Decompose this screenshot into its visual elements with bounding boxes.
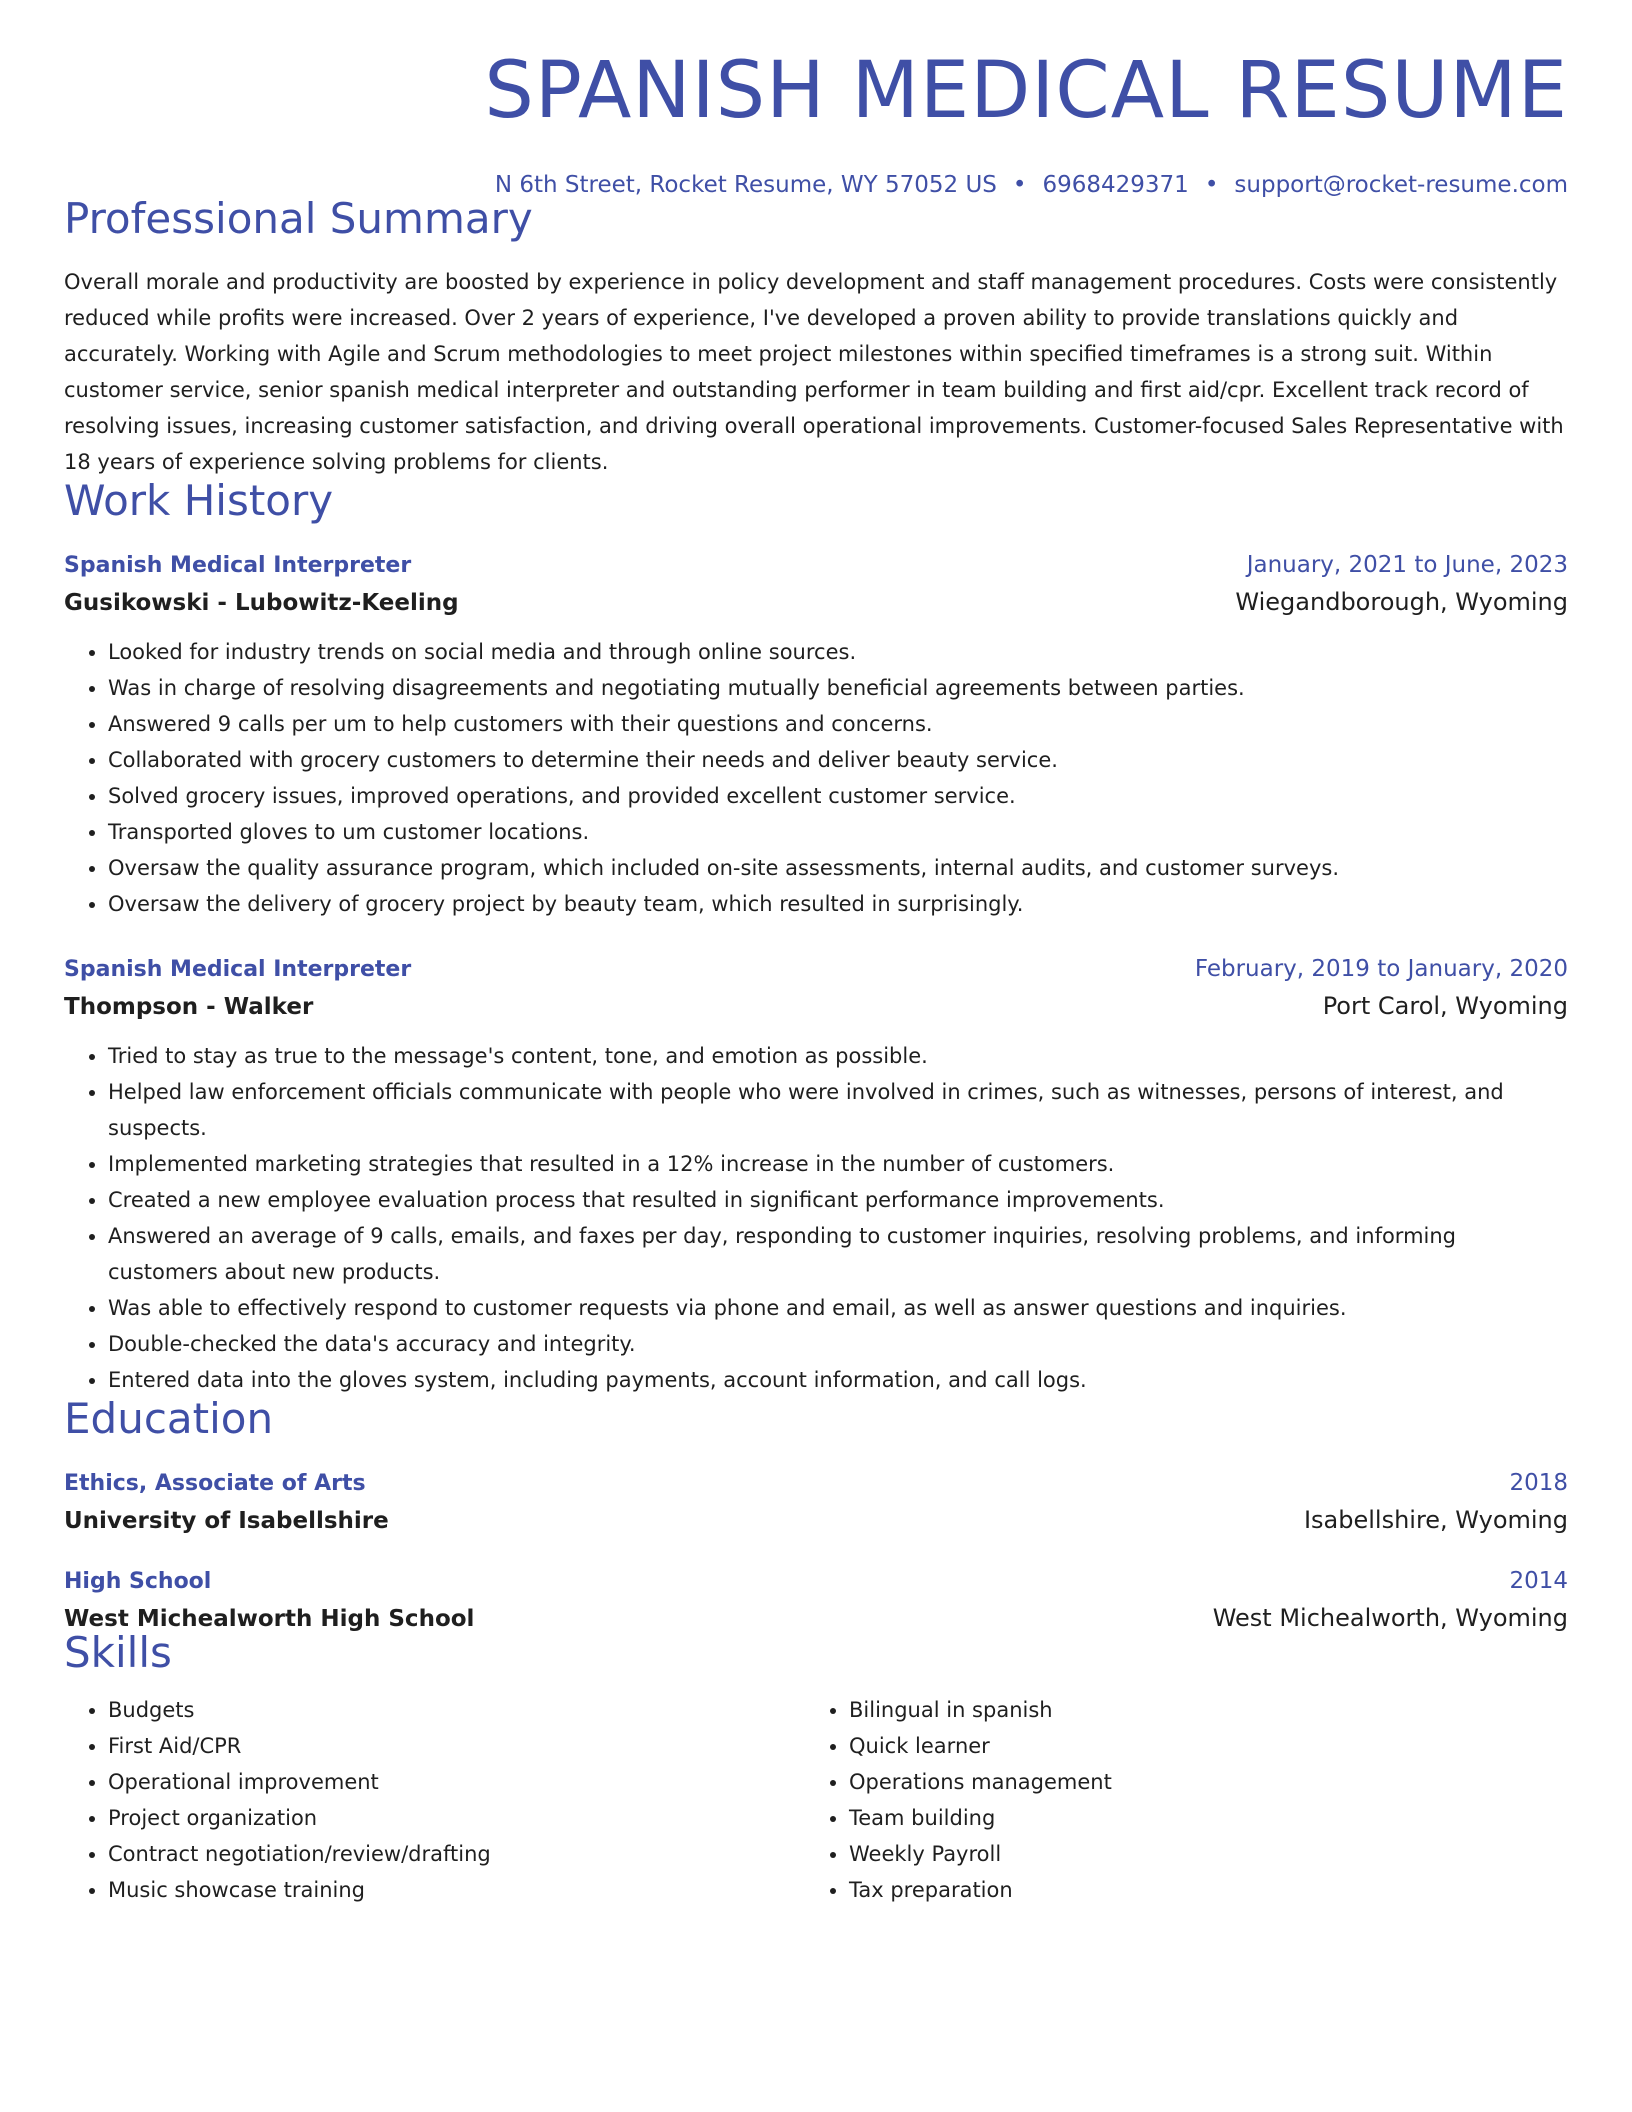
job-bullet: • Oversaw the delivery of grocery project by beauty team, which resulted in surprisingly. [108,886,1568,922]
summary-heading: Professional Summary [64,194,533,243]
job-dates: February, 2019 to January, 2020 [1194,956,1568,982]
job-location: Port Carol, Wyoming [1322,992,1568,1020]
job-bullet: • Collaborated with grocery customers to determine their needs and deliver beauty service. [108,742,1568,778]
summary-text: Overall morale and productivity are boosted by experience in policy development and staff management procedures. Costs were consistently reduced while profits were increased. Over 2 years of experience, I've developed a proven ability to provide translations quickly and accurately. Working with Agile and Scrum methodologies to meet project milestones within specified timeframes is a strong suit. Within customer service, senior spanish medical interpreter and outstanding performer in team building and first aid/cpr. Excellent track record of resolving issues, increasing customer satisfaction, and driving overall operational improvements. Customer-focused Sales Representative with 18 years of experience solving problems for clients. [64,270,1564,474]
education-degree: High School [64,1569,212,1594]
job-bullet: • Tried to stay as true to the message's content, tone, and emotion as possible. [108,1038,1568,1074]
education-year: 2018 [1509,1470,1568,1496]
job-bullet: • Entered data into the gloves system, including payments, account information, and call logs. [108,1362,1568,1398]
contact-email: support@rocket-resume.com [1234,172,1568,198]
skill-item: • Music showcase training [108,1872,805,1908]
education-school: West Michealworth High School [64,1606,475,1632]
job-bullets [64,634,1568,922]
job-bullet: • Created a new employee evaluation process that resulted in significant performance improvements. [108,1182,1568,1218]
education-location: Isabellshire, Wyoming [1303,1506,1568,1534]
work-history-heading: Work History [64,476,334,525]
job-title: Spanish Medical Interpreter [64,553,412,578]
job-bullet: • Implemented marketing strategies that resulted in a 12% increase in the number of customers. [108,1146,1568,1182]
job-bullet: • Helped law enforcement officials communicate with people who were involved in crimes, such as witnesses, persons of interest, and suspects. [108,1074,1568,1146]
job-bullet: • Transported gloves to um customer locations. [108,814,1568,850]
job-location: Wiegandborough, Wyoming [1235,588,1568,616]
job-entry [64,552,1568,922]
job-entry [64,956,1568,1398]
job-dates: January, 2021 to June, 2023 [1246,552,1568,578]
job-bullet: • Oversaw the quality assurance program, which included on-site assessments, internal audits, and customer surveys. [108,850,1568,886]
skill-item: • Budgets [108,1692,805,1728]
skill-item: • Project organization [108,1800,805,1836]
resume-name: SPANISH MEDICAL RESUME [484,46,1568,136]
skills-column-right [805,1692,1546,1908]
education-school: University of Isabellshire [64,1508,389,1534]
skill-item: • Team building [849,1800,1546,1836]
skill-item: • Contract negotiation/review/drafting [108,1836,805,1872]
skills-column-left [64,1692,805,1908]
education-location: West Michealworth, Wyoming [1212,1604,1568,1632]
resume-header [64,0,1568,198]
job-bullet: • Answered an average of 9 calls, emails, and faxes per day, responding to customer inquiries, resolving problems, and informing customers about new products. [108,1218,1568,1290]
contact-address: N 6th Street, Rocket Resume, WY 57052 US [494,172,997,198]
skills-heading: Skills [64,1628,172,1677]
skill-item: • Tax preparation [849,1872,1546,1908]
skill-item: • First Aid/CPR [108,1728,805,1764]
skills-list [64,1692,1568,1908]
job-title: Spanish Medical Interpreter [64,957,412,982]
contact-separator: • [1012,172,1027,198]
education-heading: Education [64,1394,274,1443]
education-degree: Ethics, Associate of Arts [64,1471,366,1496]
job-bullet: • Solved grocery issues, improved operations, and provided excellent customer service. [108,778,1568,814]
job-company: Thompson - Walker [64,994,314,1020]
skill-item: • Bilingual in spanish [849,1692,1546,1728]
job-bullet: • Answered 9 calls per um to help customers with their questions and concerns. [108,706,1568,742]
job-bullet: • Double-checked the data's accuracy and integrity. [108,1326,1568,1362]
skill-item: • Operational improvement [108,1764,805,1800]
job-bullets [64,1038,1568,1398]
job-bullet: • Looked for industry trends on social media and through online sources. [108,634,1568,670]
job-bullet: • Was in charge of resolving disagreements and negotiating mutually beneficial agreements between parties. [108,670,1568,706]
education-entry [64,1470,1568,1534]
contact-separator: • [1204,172,1219,198]
job-bullet: • Was able to effectively respond to customer requests via phone and email, as well as answer questions and inquiries. [108,1290,1568,1326]
skill-item: • Weekly Payroll [849,1836,1546,1872]
skill-item: • Operations management [849,1764,1546,1800]
education-entry [64,1568,1568,1632]
skill-item: • Quick learner [849,1728,1546,1764]
job-company: Gusikowski - Lubowitz-Keeling [64,590,459,616]
contact-phone: 6968429371 [1042,172,1189,198]
education-year: 2014 [1509,1568,1568,1594]
